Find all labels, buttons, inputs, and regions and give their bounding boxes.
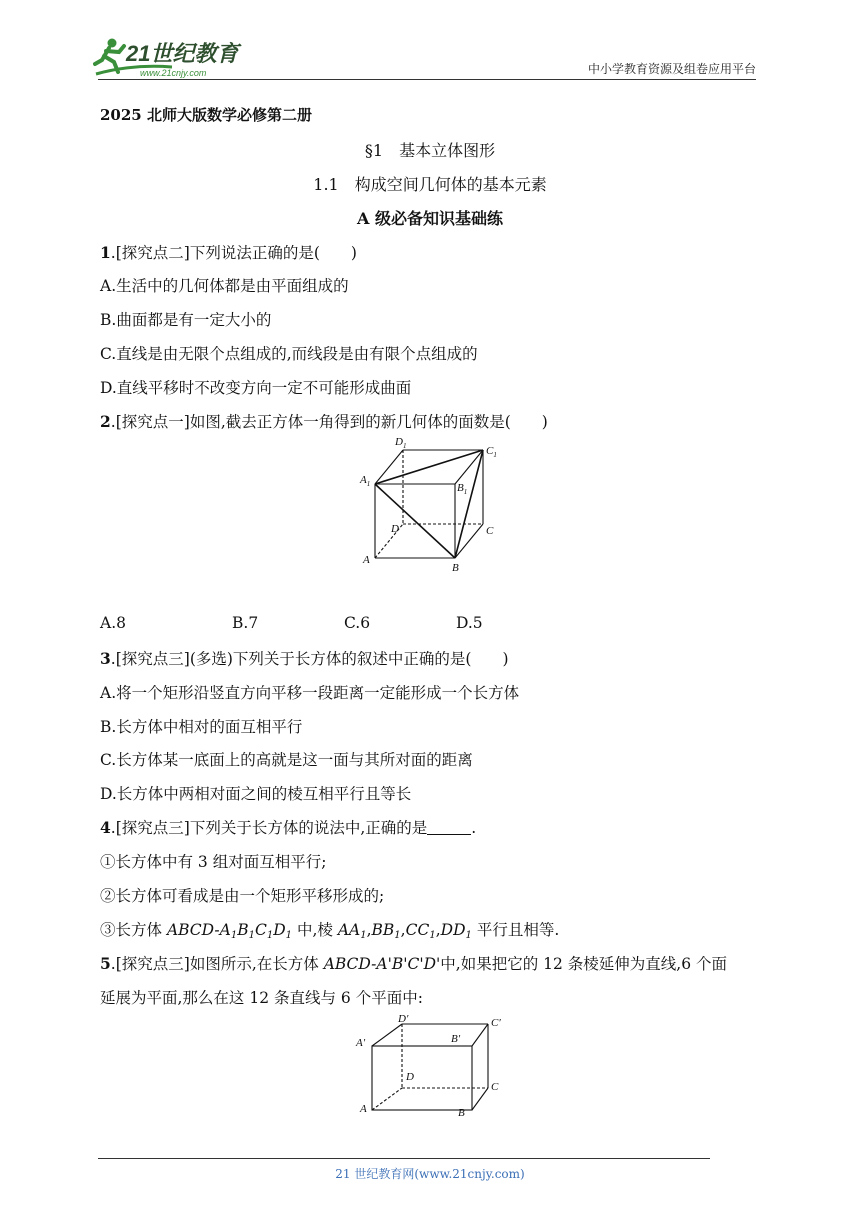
site-logo: [92, 34, 262, 80]
vertex-label-b: B: [452, 562, 459, 574]
vertex-label-a: A: [360, 1103, 367, 1115]
platform-tagline: 中小学教育资源及组卷应用平台: [587, 62, 756, 76]
vertex-label-d: D: [406, 1071, 414, 1083]
vertex-label-b-prime: B′: [451, 1033, 461, 1045]
header-divider: [98, 79, 756, 80]
question-text: .[探究点二]下列说法正确的是( ): [110, 244, 357, 262]
question-number: 1: [100, 243, 111, 262]
vertex-label-c: C: [486, 525, 494, 537]
text-part: 平行且相等.: [471, 921, 560, 939]
q2-choice-c: C.6: [344, 614, 371, 632]
question-number: 3: [100, 649, 111, 668]
q3-option-a: A.将一个矩形沿竖直方向平移一段距离一定能形成一个长方体: [100, 684, 520, 702]
q2-choice-b: B.7: [232, 614, 259, 632]
text-part: ③长方体: [100, 921, 167, 939]
answer-blank[interactable]: [427, 820, 471, 835]
q1-option-d: D.直线平移时不改变方向一定不可能形成曲面: [100, 379, 412, 397]
front-face: [372, 1046, 472, 1110]
cube-figure: [355, 432, 505, 581]
section-title: §1 基本立体图形: [364, 141, 496, 160]
question-5-stem: [100, 952, 727, 974]
vertex-label-b1: $B_1$: [457, 482, 468, 496]
footer-divider: [98, 1158, 710, 1159]
question-number: 5: [100, 954, 111, 973]
vertex-label-d: D: [391, 523, 399, 535]
question-number: 4: [100, 818, 111, 837]
cut-edge-a1-b: [375, 484, 455, 558]
cut-edge-a1-c1: [375, 450, 483, 484]
subsection-title: 1.1 构成空间几何体的基本元素: [313, 175, 547, 194]
solid-name: ABCD-A'B'C'D': [323, 955, 441, 973]
q1-option-b: B.曲面都是有一定大小的: [100, 311, 272, 329]
solid-name: ABCD-$A_1B_1C_1D_1$: [166, 921, 293, 941]
q3-option-b: B.长方体中相对的面互相平行: [100, 718, 303, 736]
question-text: .[探究点一]如图,截去正方体一角得到的新几何体的面数是( ): [110, 413, 548, 431]
book-title: 2025 北师大版数学必修第二册: [100, 106, 312, 124]
logo-url: www.21cnjy.com: [140, 68, 207, 78]
edge-b-c: [472, 1088, 488, 1110]
question-3-stem: [100, 647, 509, 669]
q3-option-c: C.长方体某一底面上的高就是这一面与其所对面的距离: [100, 751, 473, 769]
text-part: 中,棱: [292, 921, 338, 939]
vertex-label-d-prime: D′: [398, 1013, 409, 1025]
q3-option-d: D.长方体中两相对面之间的棱互相平行且等长: [100, 785, 412, 803]
vertex-label-a-prime: A′: [356, 1037, 366, 1049]
vertex-label-c1: $C_1$: [486, 445, 497, 459]
vertex-label-c: C: [491, 1081, 499, 1093]
question-text: .[探究点三]下列关于长方体的说法中,正确的是: [110, 819, 428, 837]
edge-a-prime-d-prime: [372, 1024, 402, 1046]
vertex-label-a1: $A_1$: [360, 474, 371, 488]
question-text: 中,如果把它的 12 条棱延伸为直线,6 个面: [440, 955, 728, 973]
vertex-label-d1: $D_1$: [395, 436, 407, 450]
q1-option-a: A.生活中的几何体都是由平面组成的: [100, 277, 349, 295]
q1-option-c: C.直线是由无限个点组成的,而线段是由有限个点组成的: [100, 345, 478, 363]
question-2-stem: [100, 410, 548, 432]
edge-b-prime-c-prime: [472, 1024, 488, 1046]
hidden-edge-a-d: [372, 1088, 402, 1110]
footer-link[interactable]: 21 世纪教育网(www.21cnjy.com): [335, 1167, 525, 1181]
logo-text: 21世纪教育: [126, 41, 239, 66]
vertex-label-b: B: [458, 1107, 465, 1119]
question-text: .[探究点三]如图所示,在长方体: [110, 955, 324, 973]
vertex-label-c-prime: C′: [491, 1017, 501, 1029]
question-5-stem-line2: 延展为平面,那么在这 12 条直线与 6 个平面中:: [100, 989, 423, 1007]
period: .: [471, 819, 477, 837]
vertex-label-a: A: [363, 554, 370, 566]
q2-choice-d: D.5: [456, 614, 483, 632]
q2-choice-a: A.8: [100, 614, 126, 632]
level-title: A 级必备知识基础练: [357, 209, 503, 228]
question-1-stem: [100, 241, 357, 263]
q4-statement-3: ③长方体 ABCD-$A_1B_1C_1D_1$ 中,棱 $AA_1,BB_1,CC_1,DD_1$ 平行且相等.: [100, 921, 560, 941]
edge-names: $AA_1$: [337, 921, 367, 941]
q4-statement-2: ②长方体可看成是由一个矩形平移形成的;: [100, 887, 385, 905]
question-number: 2: [100, 412, 111, 431]
q4-statement-1: ①长方体中有 3 组对面互相平行;: [100, 853, 327, 871]
cuboid-figure: [352, 1012, 512, 1128]
question-4-stem: [100, 816, 476, 838]
question-text: .[探究点三](多选)下列关于长方体的叙述中正确的是( ): [110, 650, 509, 668]
